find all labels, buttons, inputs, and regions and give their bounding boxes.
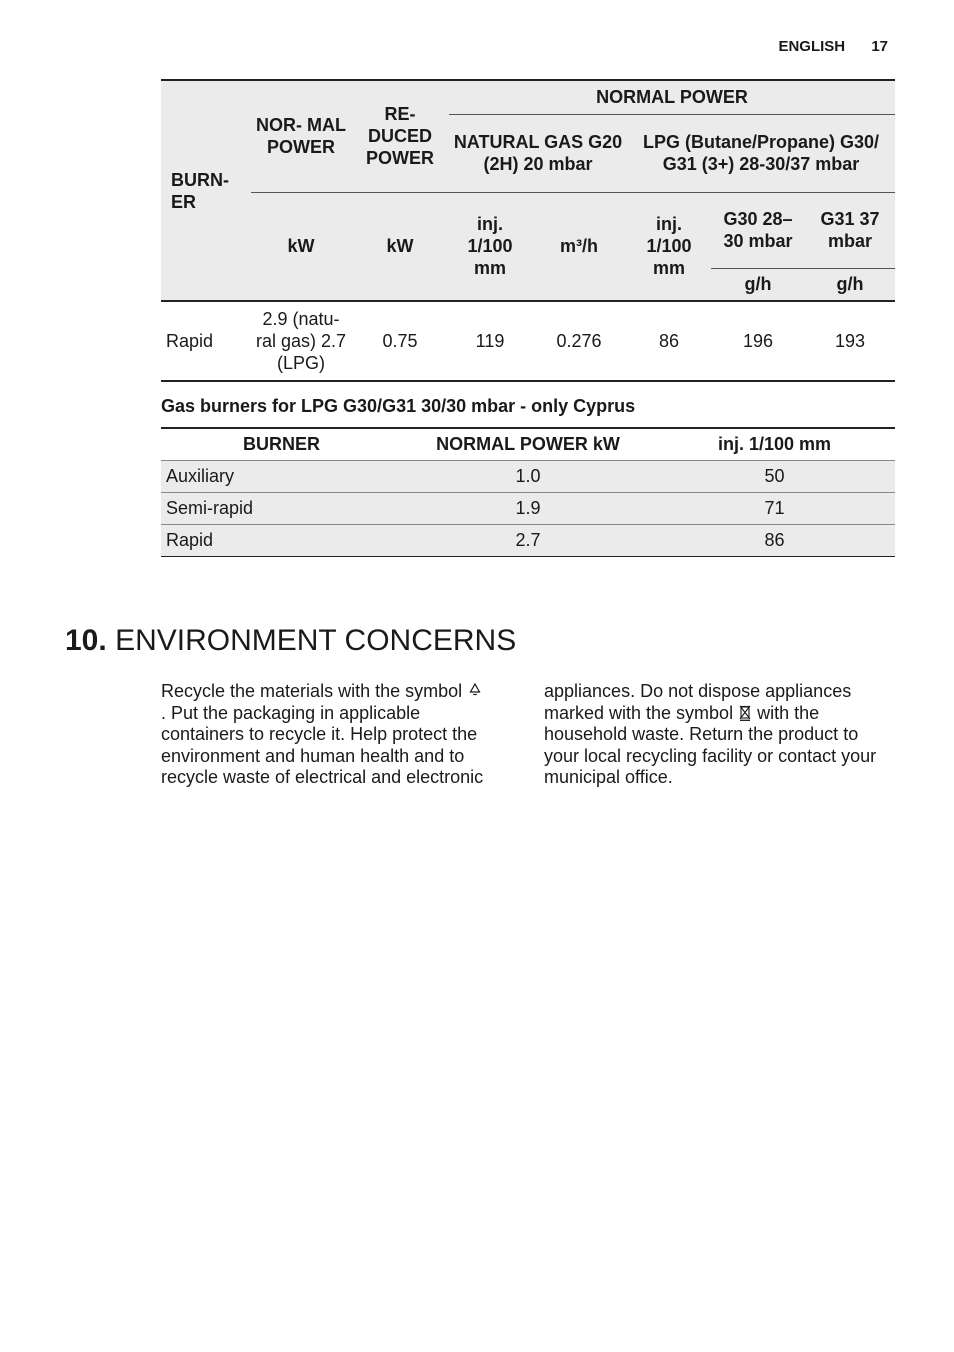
- header-inj-lpg: inj. 1/100 mm: [627, 192, 711, 301]
- cell-power: 1.0: [402, 461, 654, 493]
- cell-reduced-power: 0.75: [351, 301, 449, 381]
- cell-burner: Semi-rapid: [161, 493, 402, 525]
- header-lpg: LPG (Butane/Propane) G30/ G31 (3+) 28-30/37 mbar: [627, 114, 895, 192]
- cell-burner: Rapid: [161, 301, 251, 381]
- body-column-left: [161, 681, 491, 789]
- header-kw-reduced: kW: [351, 192, 449, 301]
- table-row: [161, 493, 895, 525]
- cell-inj-natural-gas: 119: [449, 301, 531, 381]
- table-row: [161, 525, 895, 557]
- cyprus-table-caption: Gas burners for LPG G30/G31 30/30 mbar - only Cyprus: [161, 396, 636, 416]
- table-row: [161, 301, 895, 381]
- crossed-bin-icon: [738, 703, 752, 725]
- cell-normal-power: 2.9 (natu- ral gas) 2.7 (LPG): [251, 301, 351, 381]
- page-header: [778, 38, 888, 55]
- header-burner: BURN- ER: [161, 80, 251, 301]
- page-number: 17: [871, 38, 888, 55]
- cell-burner: Rapid: [161, 525, 402, 557]
- header-reduced-power: RE- DUCED POWER: [351, 80, 449, 192]
- header-gh-g31: g/h: [805, 268, 895, 301]
- header-gh-g30: g/h: [711, 268, 805, 301]
- cell-injector: 71: [654, 493, 895, 525]
- section-number: 10.: [65, 624, 107, 657]
- section-title: ENVIRONMENT CONCERNS: [115, 624, 517, 657]
- cell-g30: 196: [711, 301, 805, 381]
- header-natural-gas: NATURAL GAS G20 (2H) 20 mbar: [449, 114, 627, 192]
- header-normal-power: NOR- MAL POWER: [251, 80, 351, 192]
- header-m3h: m³/h: [531, 192, 627, 301]
- cell-power: 1.9: [402, 493, 654, 525]
- paragraph-text: appliances. Do not dispose appliances marked with the symbol: [544, 681, 852, 723]
- header-normal-power-kw: NORMAL POWER kW: [402, 428, 654, 461]
- paragraph-text: Recycle the materials with the symbol: [161, 681, 463, 701]
- cell-m3h: 0.276: [531, 301, 627, 381]
- paragraph-text: . Put the packaging in applicable containers to recycle it. Help protect the environment and human health and to recycle waste of electrical and electronic: [161, 702, 484, 788]
- header-normal-power-group: NORMAL POWER: [449, 80, 895, 114]
- body-column-right: [544, 681, 884, 789]
- table-row: [161, 461, 895, 493]
- header-injector: inj. 1/100 mm: [654, 428, 895, 461]
- header-burner: BURNER: [161, 428, 402, 461]
- header-g31: G31 37 mbar: [805, 192, 895, 268]
- recycle-icon: [467, 681, 483, 703]
- burner-data-table: [161, 79, 895, 382]
- language-label: ENGLISH: [778, 38, 846, 55]
- cell-injector: 86: [654, 525, 895, 557]
- header-kw: kW: [251, 192, 351, 301]
- paragraph-text: with the household waste. Return the product to your local recycling facility or contact your municipal office.: [544, 702, 877, 788]
- cell-injector: 50: [654, 461, 895, 493]
- cell-burner: Auxiliary: [161, 461, 402, 493]
- section-heading: [65, 624, 516, 658]
- cell-g31: 193: [805, 301, 895, 381]
- cyprus-burner-table: [161, 427, 895, 557]
- cell-power: 2.7: [402, 525, 654, 557]
- header-inj-natural-gas: inj. 1/100 mm: [449, 192, 531, 301]
- cell-inj-lpg: 86: [627, 301, 711, 381]
- header-g30: G30 28–30 mbar: [711, 192, 805, 268]
